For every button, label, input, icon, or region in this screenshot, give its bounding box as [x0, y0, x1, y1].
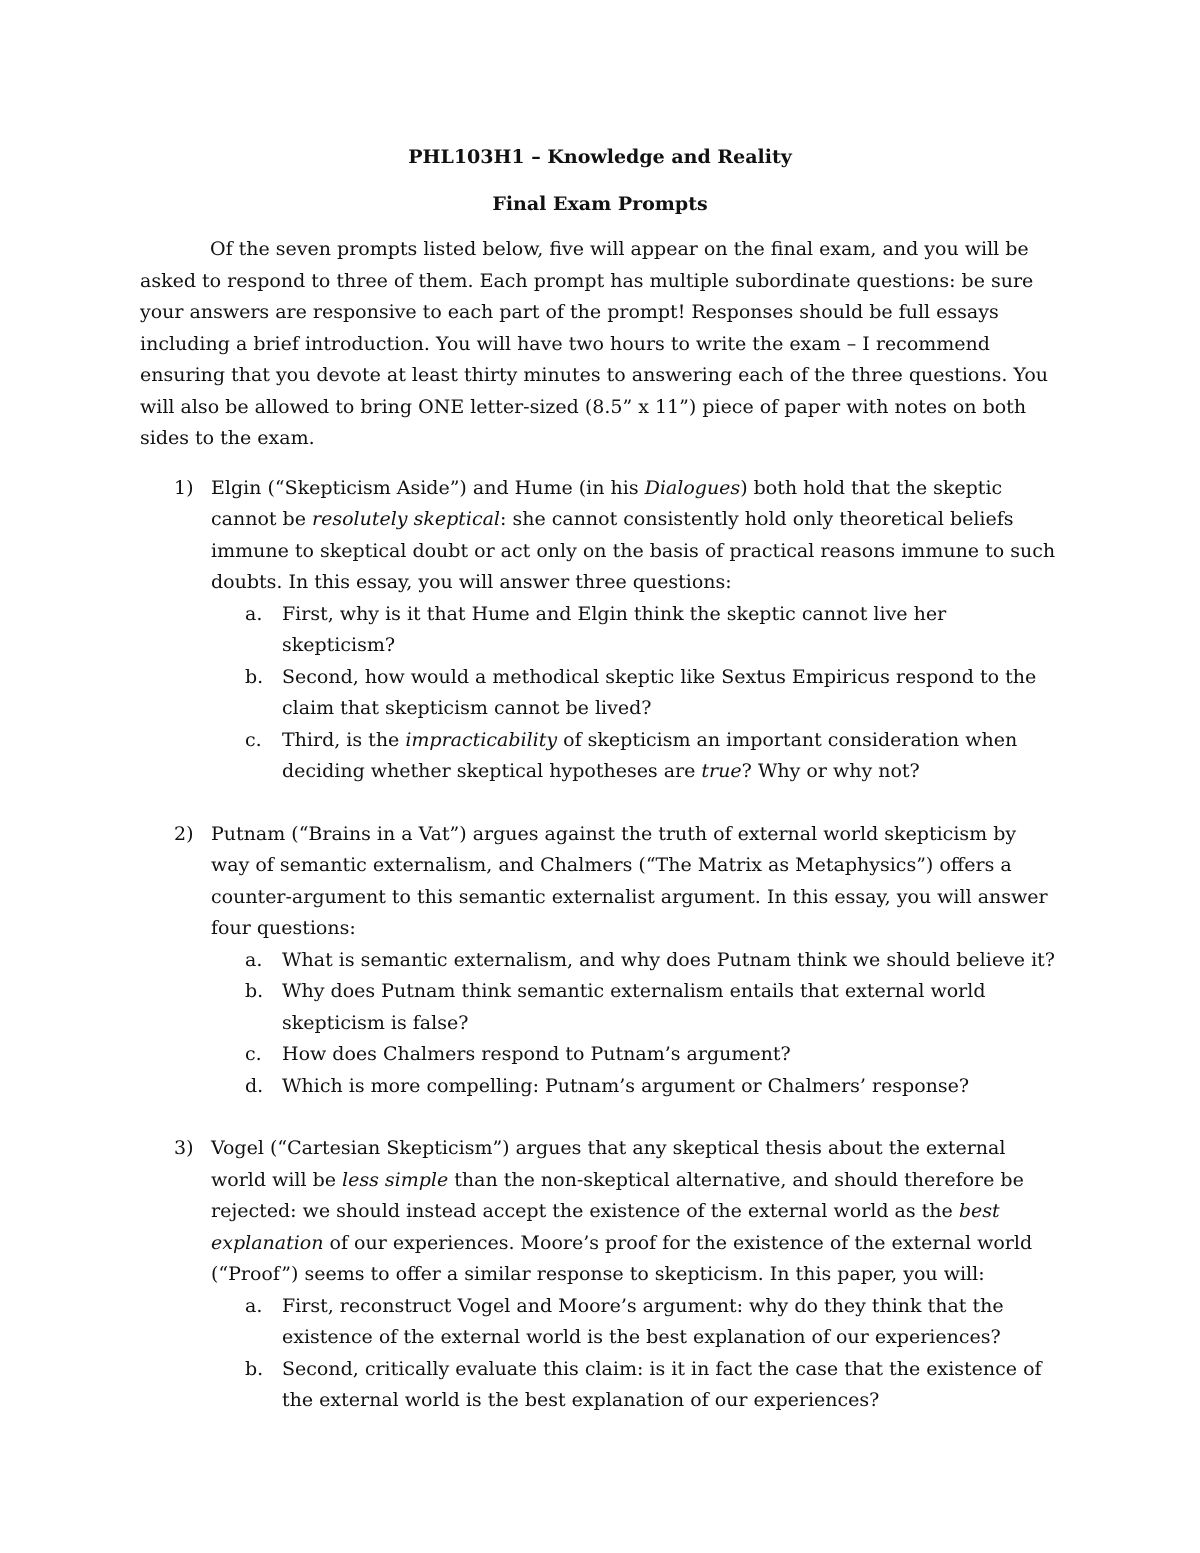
- subquestion-item: [245, 662, 1060, 725]
- subquestion-text-segment: ? Why or why not?: [741, 760, 920, 782]
- prompt-text-segment: than the non-skeptical alternative, and should therefore be rejected: we should instead accept the existence of the external world as the: [211, 1168, 1024, 1222]
- prompt-2-subquestions: [140, 945, 1060, 1103]
- prompt-3: [140, 1133, 1060, 1417]
- subquestion-text: Which is more compelling: Putnam’s argument or Chalmers’ response?: [282, 1074, 970, 1097]
- subquestion-item: [245, 1039, 1060, 1071]
- subquestion-letter: a.: [245, 948, 263, 971]
- subquestion-letter: b.: [245, 665, 264, 688]
- prompt-1: [140, 473, 1060, 788]
- subquestion-letter: b.: [245, 980, 264, 1002]
- prompt-3-subquestions: [140, 1291, 1060, 1417]
- subquestion-text: Why does Putnam think semantic externalism entails that external world skepticism is false?: [282, 980, 986, 1034]
- prompt-number: 3): [174, 1137, 194, 1159]
- prompt-number: 2): [174, 822, 194, 845]
- subquestion-letter: b.: [245, 1357, 264, 1380]
- prompt-text-segment: Elgin (“Skepticism Aside”) and Hume (in his: [211, 476, 645, 499]
- prompt-1-text: [211, 473, 1060, 599]
- subquestion-item: [245, 1071, 1060, 1103]
- subquestion-italic-segment: impracticability: [405, 728, 558, 751]
- prompt-2: [140, 819, 1060, 1103]
- subquestion-letter: c.: [245, 1043, 262, 1065]
- subquestion-text: Second, critically evaluate this claim: is it in fact the case that the existence of the external world is the best explanation of our experiences?: [282, 1357, 1042, 1411]
- subquestion-text: Second, how would a methodical skeptic like Sextus Empiricus respond to the claim that skepticism cannot be lived?: [282, 665, 1037, 719]
- subquestion-letter: d.: [245, 1074, 264, 1097]
- prompt-text-segment: Vogel (“Cartesian Skepticism”) argues that any skeptical thesis about the external world will be: [211, 1137, 1006, 1191]
- prompt-number: 1): [174, 476, 194, 499]
- prompt-italic-segment: resolutely skeptical: [312, 508, 501, 530]
- subquestion-text: First, reconstruct Vogel and Moore’s argument: why do they think that the existence of the external world is the best explanation of our experiences?: [282, 1294, 1004, 1348]
- prompt-3-text: [211, 1133, 1060, 1291]
- document-subtitle: Final Exam Prompts: [492, 193, 708, 215]
- subquestion-letter: a.: [245, 602, 263, 625]
- prompt-text-segment: of our experiences. Moore’s proof for the existence of the external world (“Proof”) seems to offer a similar response to skepticism. In this paper, you will:: [211, 1231, 1033, 1285]
- prompt-text-segment: : she cannot consistently hold only theoretical beliefs immune to skeptical doubt or act only on the basis of practical reasons immune to such doubts. In this essay, you will answer three questions:: [211, 508, 1056, 593]
- subquestion-italic-segment: true: [701, 760, 742, 782]
- subquestion-item: [245, 945, 1060, 977]
- prompt-italic-segment: less simple: [342, 1168, 449, 1191]
- course-title: PHL103H1 – Knowledge and Reality: [408, 146, 792, 168]
- subquestion-text-segment: Third, is the: [282, 728, 406, 751]
- prompt-italic-segment: best explanation: [211, 1200, 1000, 1254]
- prompt-italic-segment: Dialogues: [644, 476, 741, 499]
- subquestion-letter: a.: [245, 1294, 263, 1317]
- subquestion-text: [282, 729, 1017, 783]
- intro-paragraph: Of the seven prompts listed below, five will appear on the final exam, and you will be asked to respond to three of them. Each prompt has multiple subordinate questions: be sure your answers are responsive to each part of the prompt! Responses should be full essays including a brief introduction. You will have two hours to write the exam – I recommend ensuring that you devote at least thirty minutes to answering each of the three questions. You will also be allowed to bring ONE letter-sized (8.5” x 11”) piece of paper with notes on both sides to the exam.: [140, 238, 1048, 449]
- subquestion-item: [245, 599, 1060, 662]
- subquestion-item: [245, 1354, 1060, 1417]
- subquestion-item: [245, 1291, 1060, 1354]
- subquestion-text: What is semantic externalism, and why does Putnam think we should believe it?: [282, 948, 1055, 971]
- prompt-2-text: Putnam (“Brains in a Vat”) argues against the truth of external world skepticism by way of semantic externalism, and Chalmers (“The Matrix as Metaphysics”) offers a counter-argument to this semantic externalist argument. In this essay, you will answer four questions:: [211, 822, 1048, 939]
- subquestion-letter: c.: [245, 728, 262, 751]
- subquestion-text-segment: of skepticism an important consideration when deciding whether skeptical hypotheses are: [282, 728, 1018, 782]
- prompt-text-segment: ) both hold that the skeptic cannot be: [211, 476, 1003, 530]
- subquestion-item: [245, 976, 1060, 1039]
- subquestion-text: First, why is it that Hume and Elgin think the skeptic cannot live her skepticism?: [282, 602, 947, 656]
- subquestion-text: How does Chalmers respond to Putnam’s argument?: [282, 1043, 791, 1065]
- subquestion-item: [245, 725, 1060, 788]
- prompt-1-subquestions: [140, 599, 1060, 788]
